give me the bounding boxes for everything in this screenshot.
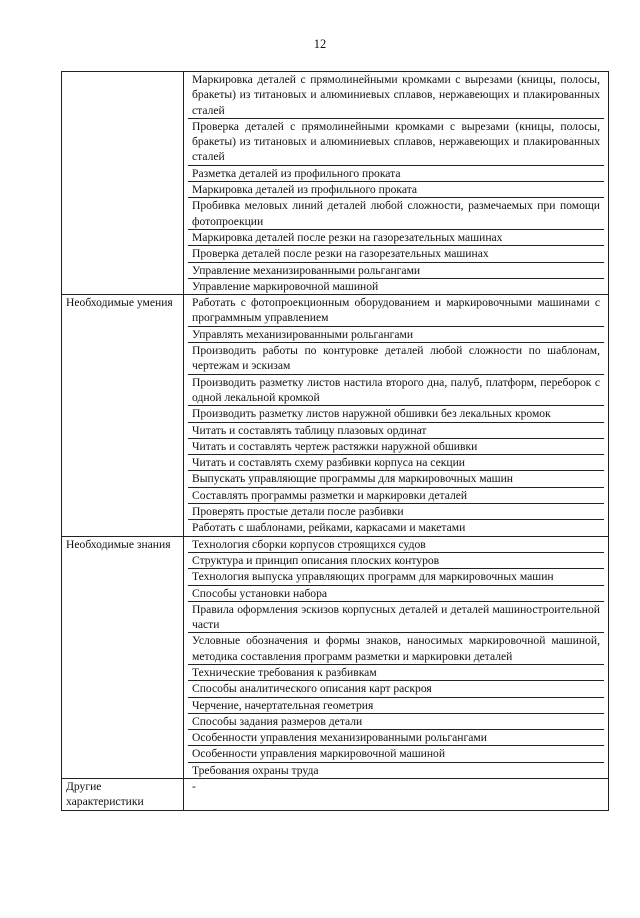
list-item: Производить разметку листов настила второго дна, палуб, платформ, переборок с одной лекальной кромкой [188, 375, 604, 407]
list-item: Выпускать управляющие программы для маркировочных машин [188, 471, 604, 487]
list-item: Читать и составлять таблицу плазовых ординат [188, 423, 604, 439]
list-item: Разметка деталей из профильного проката [188, 166, 604, 182]
list-item: Правила оформления эскизов корпусных деталей и деталей машиностроительной части [188, 602, 604, 634]
list-item: Пробивка меловых линий деталей любой сложности, размечаемых при помощи фотопроекции [188, 198, 604, 230]
list-item: Читать и составлять схему разбивки корпуса на секции [188, 455, 604, 471]
list-item: Работать с фотопроекционным оборудованием и маркировочными машинами с программным управлением [188, 295, 604, 327]
list-item: Способы аналитического описания карт раскроя [188, 681, 604, 697]
list-item: Производить разметку листов наружной обшивки без лекальных кромок [188, 406, 604, 422]
list-item: Условные обозначения и формы знаков, наносимых маркировочной машиной, методика составления программ разметки и маркировки деталей [188, 633, 604, 665]
list-item: Требования охраны труда [192, 763, 319, 777]
page-number: 12 [313, 37, 327, 51]
list-item: Управление маркировочной машиной [192, 279, 379, 293]
row-label: Другие характеристики [62, 779, 184, 811]
competency-table [61, 71, 609, 811]
table-row [62, 295, 609, 536]
table-row [62, 72, 609, 295]
list-item: Читать и составлять чертеж растяжки наружной обшивки [188, 439, 604, 455]
row-items [184, 779, 609, 811]
list-item: Проверка деталей с прямолинейными кромками с вырезами (кницы, полосы, бракеты) из титановых и алюминиевых сплавов, нержавеющих и плакированных сталей [188, 119, 604, 166]
row-items [184, 72, 609, 295]
list-item: Особенности управления маркировочной машиной [188, 746, 604, 762]
list-item: - [192, 780, 196, 794]
list-item: Маркировка деталей после резки на газорезательных машинах [188, 230, 604, 246]
row-label: Необходимые умения [62, 295, 184, 536]
table-row [62, 536, 609, 778]
row-label: Необходимые знания [62, 536, 184, 778]
list-item: Составлять программы разметки и маркировки деталей [188, 488, 604, 504]
list-item: Особенности управления механизированными рольгангами [188, 730, 604, 746]
row-label [62, 72, 184, 295]
table-row [62, 779, 609, 811]
list-item: Маркировка деталей из профильного проката [188, 182, 604, 198]
list-item: Способы установки набора [188, 586, 604, 602]
row-items [184, 295, 609, 536]
list-item: Маркировка деталей с прямолинейными кромками с вырезами (кницы, полосы, бракеты) из титановых и алюминиевых сплавов, нержавеющих и плакированных сталей [188, 72, 604, 119]
list-item: Проверять простые детали после разбивки [188, 504, 604, 520]
list-item: Технические требования к разбивкам [188, 665, 604, 681]
list-item: Черчение, начертательная геометрия [188, 698, 604, 714]
list-item: Технология выпуска управляющих программ для маркировочных машин [188, 569, 604, 585]
list-item: Технология сборки корпусов строящихся судов [188, 537, 604, 553]
list-item: Производить работы по контуровке деталей любой сложности по шаблонам, чертежам и эскизам [188, 343, 604, 375]
list-item: Управлять механизированными рольгангами [188, 327, 604, 343]
list-item: Способы задания размеров детали [188, 714, 604, 730]
list-item: Структура и принцип описания плоских контуров [188, 553, 604, 569]
list-item: Управление механизированными рольгангами [188, 263, 604, 279]
list-item: Проверка деталей после резки на газорезательных машинах [188, 246, 604, 262]
list-item: Работать с шаблонами, рейками, каркасами и макетами [192, 521, 466, 535]
row-items [184, 536, 609, 778]
